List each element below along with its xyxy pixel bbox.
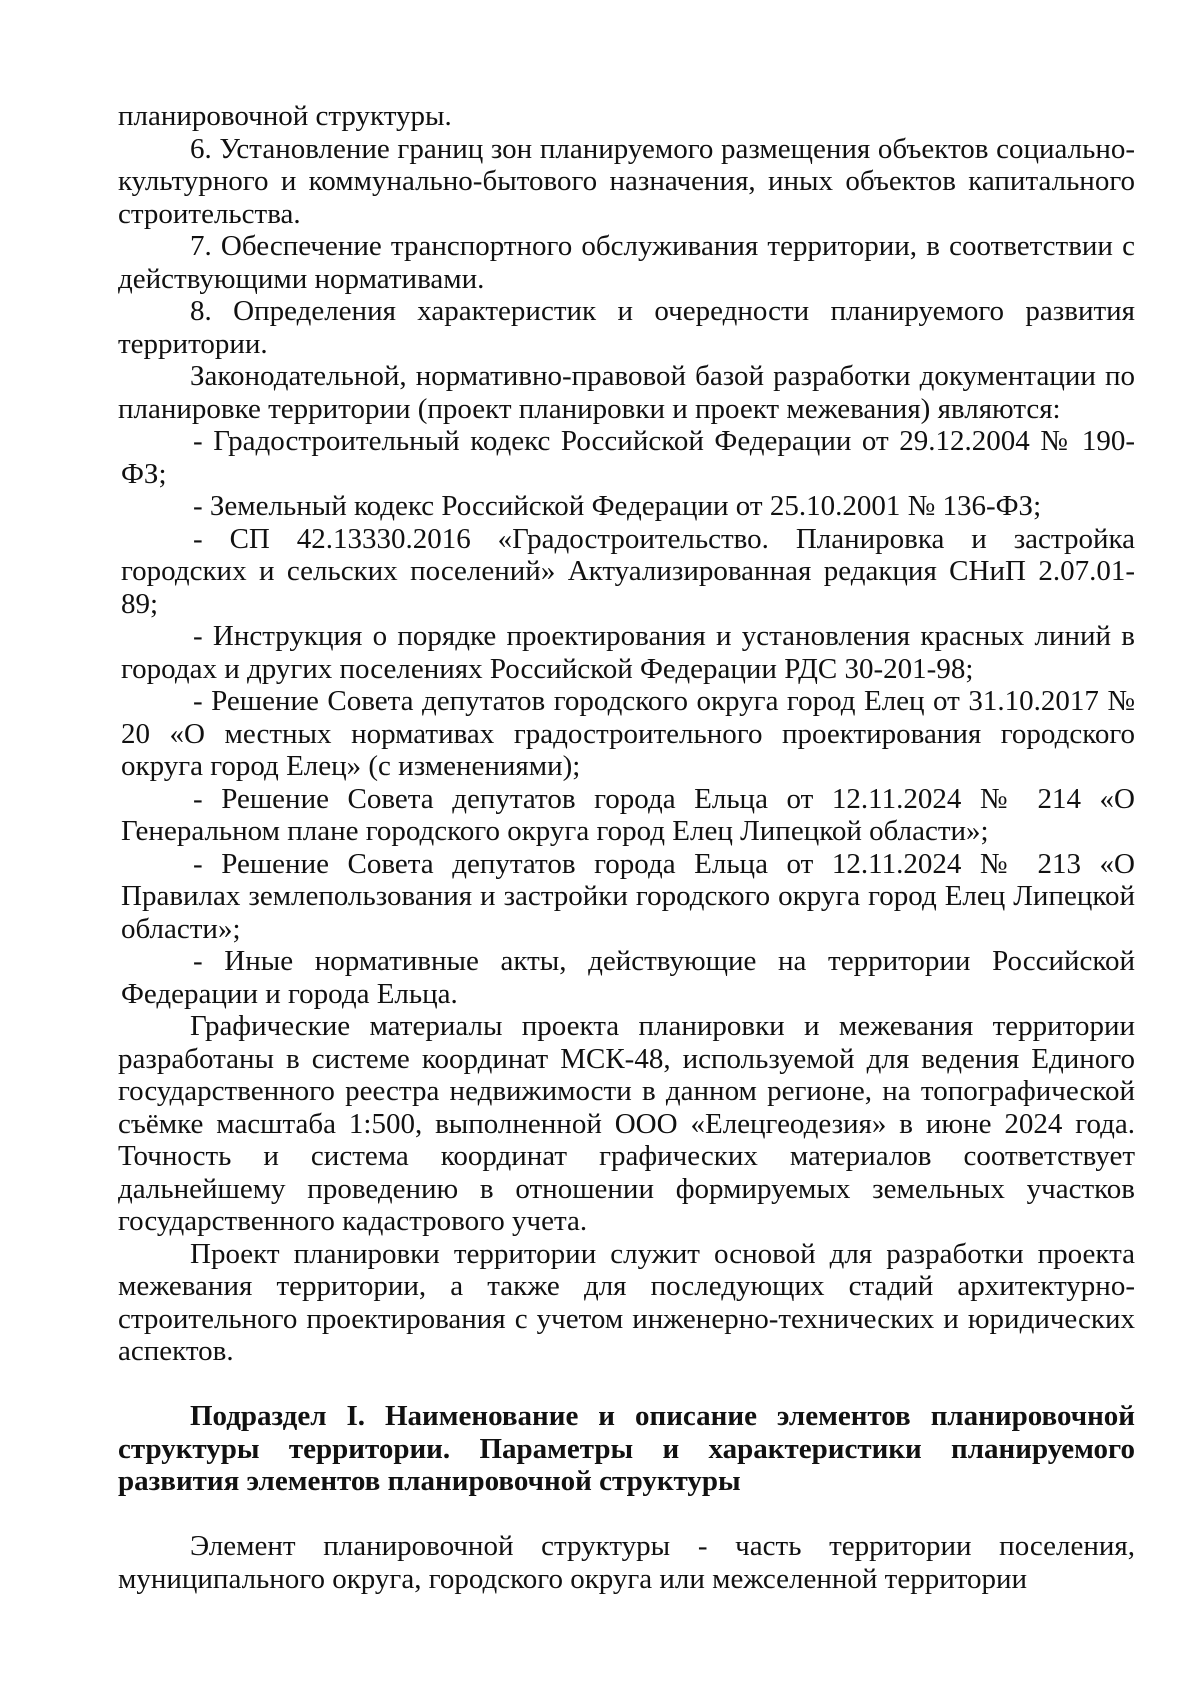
legal-basis-item: - СП 42.13330.2016 «Градостроительство. Планировка и застройка городских и сельских поселений» Актуализированная редакция СНиП 2.07.01-89; xyxy=(121,522,1135,620)
paragraph-project-purpose: Проект планировки территории служит основой для разработки проекта межевания территории, а также для последующих стадий архитектурно-строительного проектирования с учетом инженерно-технических и юридических аспектов. xyxy=(118,1237,1135,1367)
paragraph-item-7: 7. Обеспечение транспортного обслуживания территории, в соответствии с действующими нормативами. xyxy=(118,230,1135,295)
legal-basis-item: - Земельный кодекс Российской Федерации от 25.10.2001 № 136-ФЗ; xyxy=(193,490,1042,522)
blank-line xyxy=(118,1498,1135,1531)
document-body xyxy=(118,100,1135,1595)
legal-basis-item: - Решение Совета депутатов города Ельца от 12.11.2024 № 214 «О Генеральном плане городского округа город Елец Липецкой области»; xyxy=(121,782,1135,847)
paragraph-item-8: 8. Определения характеристик и очередности планируемого развития территории. xyxy=(118,295,1135,360)
legal-basis-item: - Градостроительный кодекс Российской Федерации от 29.12.2004 № 190-ФЗ; xyxy=(121,425,1135,490)
legal-basis-item: - Инструкция о порядке проектирования и установления красных линий в городах и других поселениях Российской Федерации РДС 30-201-98; xyxy=(121,620,1135,685)
legal-basis-item: - Решение Совета депутатов городского округа город Елец от 31.10.2017 № 20 «О местных нормативах градостроительного проектирования городского округа город Елец» (с изменениями); xyxy=(121,685,1135,782)
blank-line xyxy=(118,1368,1135,1401)
paragraph-continuation: планировочной структуры. xyxy=(118,100,452,132)
legal-basis-item: - Решение Совета депутатов города Ельца от 12.11.2024 № 213 «О Правилах землепользования и застройки городского округа город Елец Липецкой области»; xyxy=(121,847,1135,945)
paragraph-graphic-materials: Графические материалы проекта планировки и межевания территории разработаны в системе координат МСК-48, используемой для ведения Единого государственного реестра недвижимости в данном регионе, на топографической съёмке масштаба 1:500, выполненной ООО «Елецгеодезия» в июне 2024 года. Точность и система координат графических материалов соответствует дальнейшему проведению в отношении формируемых земельных участков государственного кадастрового учета. xyxy=(118,1010,1135,1237)
paragraph-legal-basis-intro: Законодательной, нормативно-правовой базой разработки документации по планировке территории (проект планировки и проект межевания) являются: xyxy=(118,360,1135,425)
legal-basis-item: - Иные нормативные акты, действующие на территории Российской Федерации и города Ельца. xyxy=(121,945,1135,1010)
paragraph-element-definition: Элемент планировочной структуры - часть территории поселения, муниципального округа, городского округа или межселенной территории xyxy=(118,1530,1135,1595)
subsection-heading: Подраздел I. Наименование и описание элементов планировочной структуры территории. Параметры и характеристики планируемого развития элементов планировочной структуры xyxy=(118,1400,1135,1497)
paragraph-item-6: 6. Установление границ зон планируемого размещения объектов социально-культурного и коммунально-бытового назначения, иных объектов капитального строительства. xyxy=(118,132,1135,230)
